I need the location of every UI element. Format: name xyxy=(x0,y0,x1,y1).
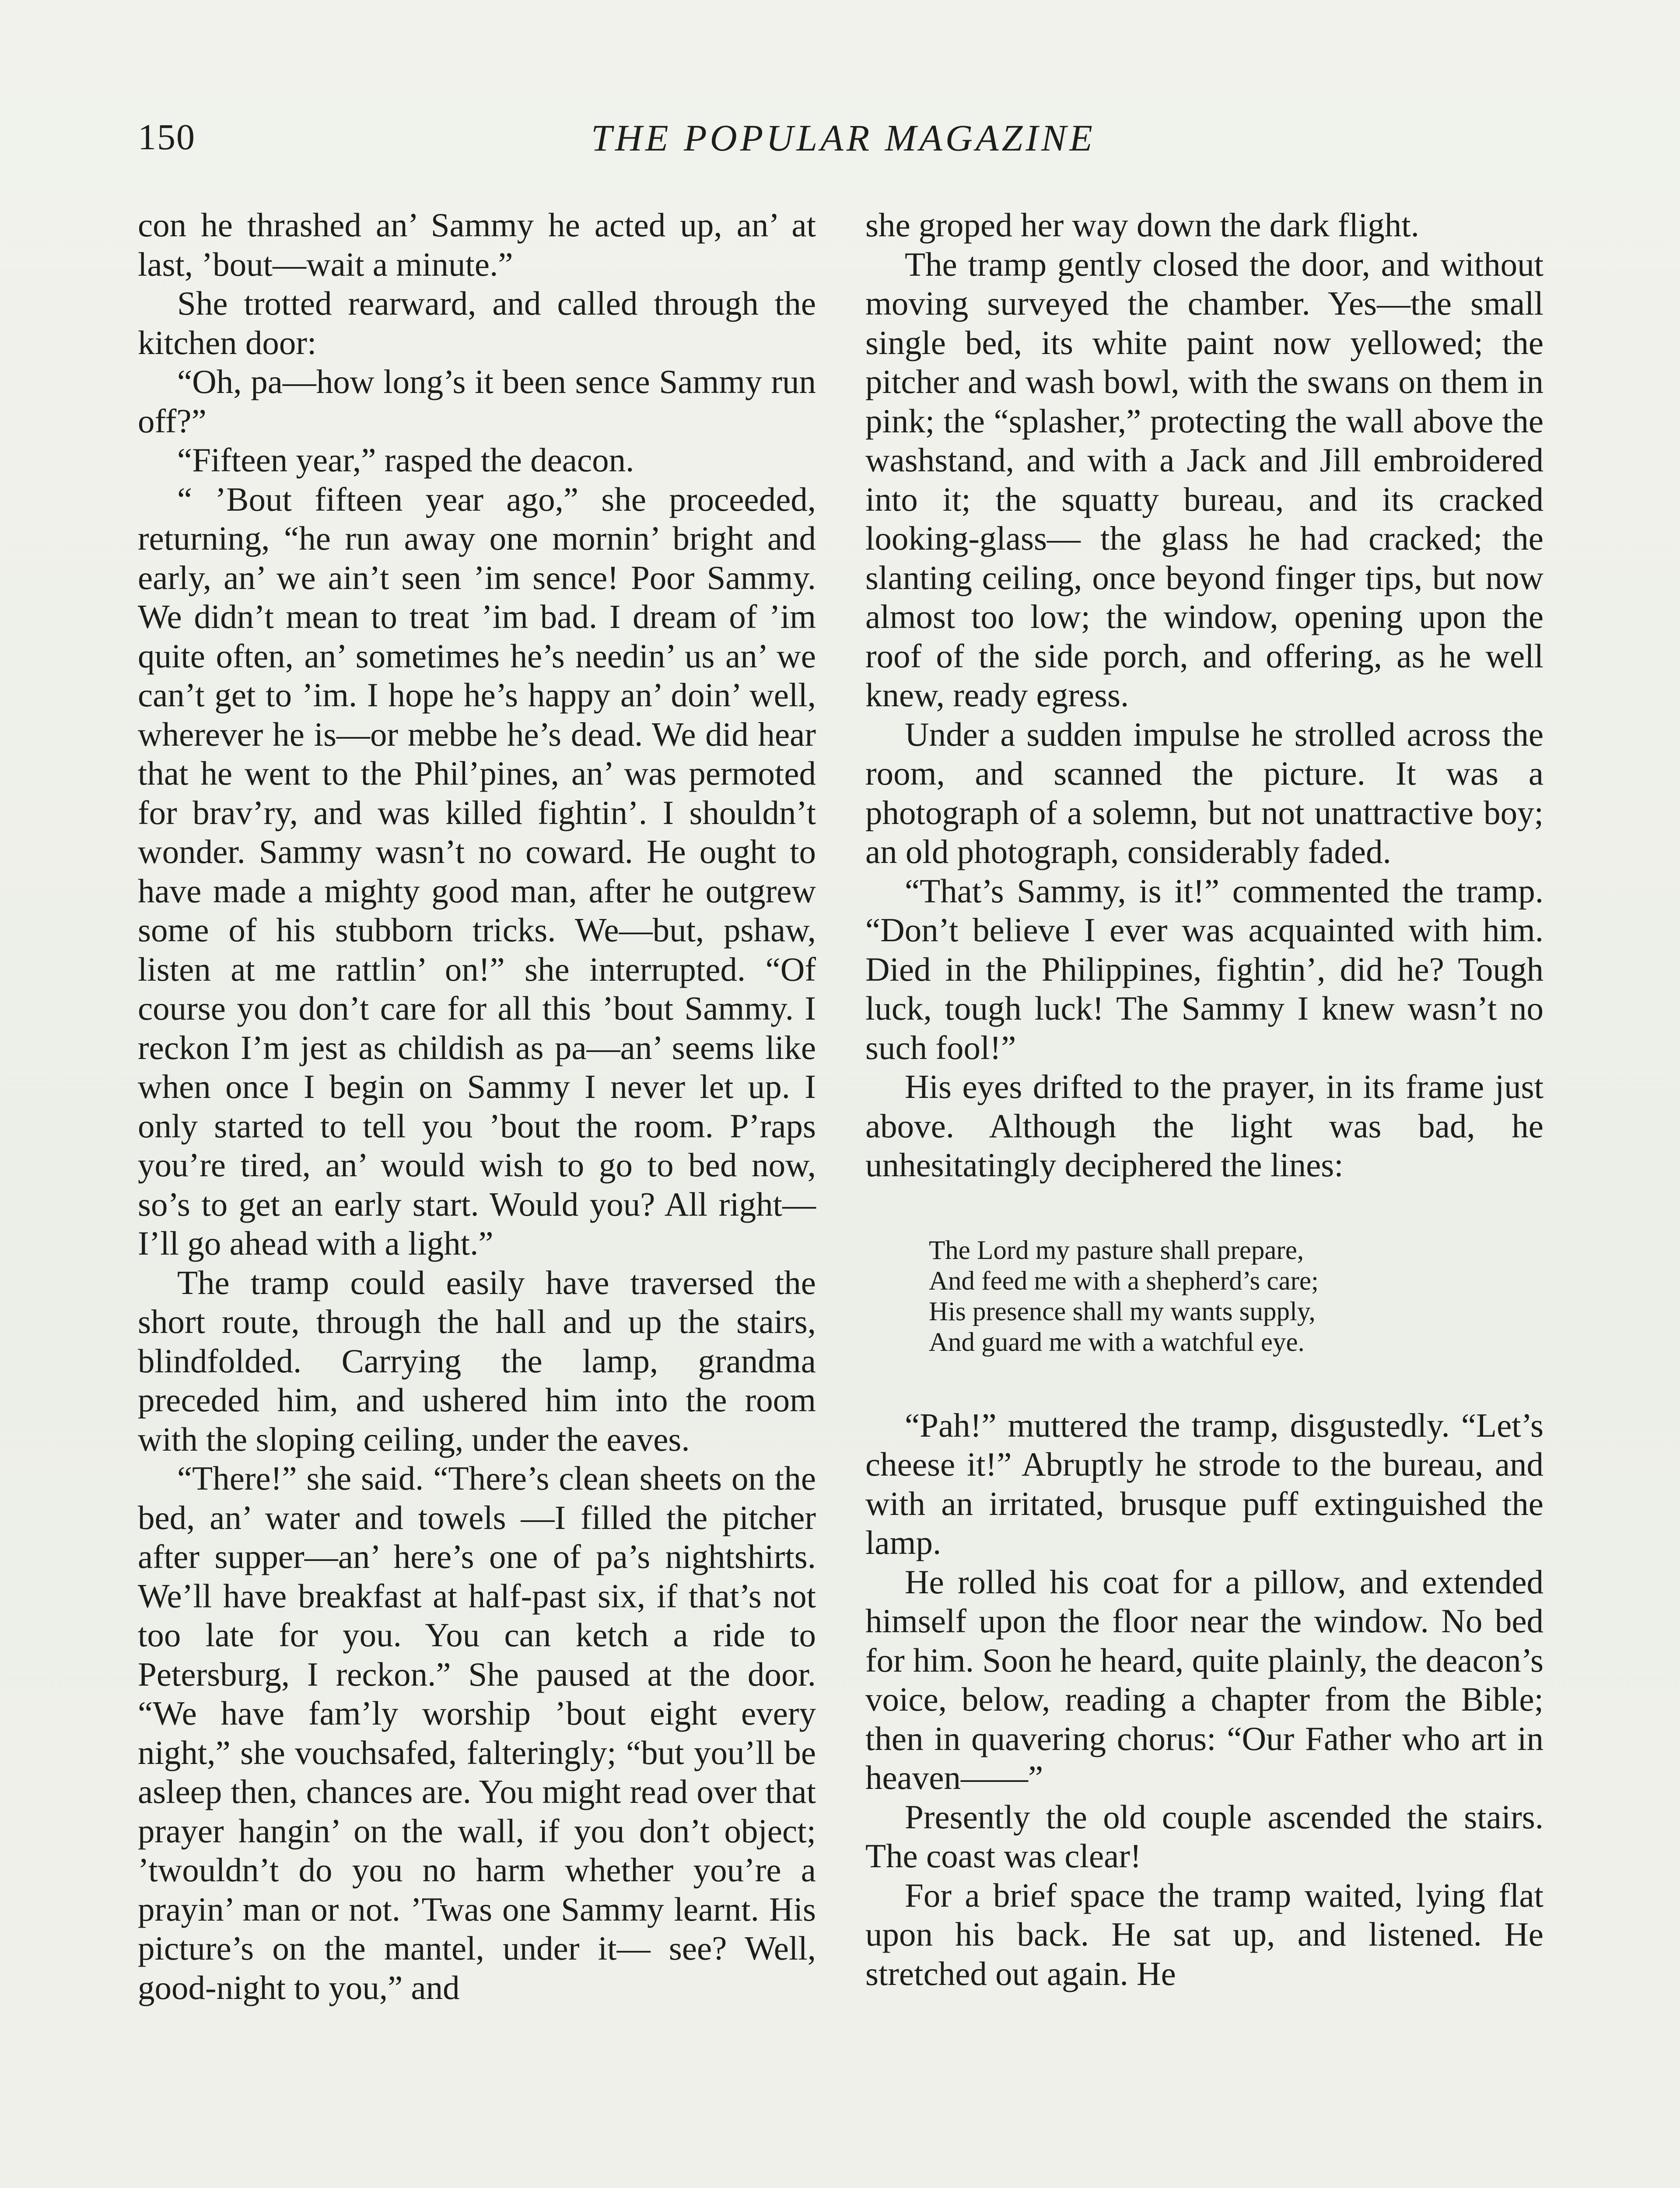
paragraph: “That’s Sammy, is it!” commented the tramp. “Don’t believe I ever was acquainted with him. Died in the Philippines, fightin’, did he? Tough luck, tough luck! The Sammy I knew wasn’t no such fool!” xyxy=(865,872,1544,1066)
paragraph: Under a sudden impulse he strolled across the room, and scanned the picture. It was a photograph of a solemn, but not unattractive boy; an old photograph, considerably faded. xyxy=(865,715,1544,870)
paragraph: His eyes drifted to the prayer, in its frame just above. Although the light was bad, he unhesitatingly deciphered the lines: xyxy=(865,1068,1544,1184)
paragraph: For a brief space the tramp waited, lying flat upon his back. He sat up, and listened. He stretched out again. He xyxy=(865,1876,1544,1992)
paragraph: “Pah!” muttered the tramp, disgustedly. “Let’s cheese it!” Abruptly he strode to the bureau, and with an irritated, brusque puff extinguished the lamp. xyxy=(865,1406,1544,1561)
left-column xyxy=(138,206,816,2007)
running-head: THE POPULAR MAGAZINE xyxy=(591,117,1096,159)
page-number: 150 xyxy=(138,117,196,158)
paragraph: He rolled his coat for a pillow, and extended himself upon the floor near the window. No bed for him. Soon he heard, quite plainly, the deacon’s voice, below, reading a chapter from the Bible; then in quavering chorus: “Our Father who art in heaven——” xyxy=(865,1563,1544,1796)
paragraph: The tramp gently closed the door, and without moving surveyed the chamber. Yes—the small single bed, its white paint now yellowed; the pitcher and wash bowl, with the swans on them in pink; the “splasher,” protecting the wall above the washstand, and with a Jack and Jill embroidered into it; the squatty bureau, and its cracked looking-glass— the glass he had cracked; the slanting ceiling, once beyond finger tips, but now almost too low; the window, opening upon the roof of the side porch, and offering, as he well knew, ready egress. xyxy=(865,245,1544,714)
right-column xyxy=(865,206,1544,1993)
verse-line: And feed me with a shepherd’s care; xyxy=(929,1266,1319,1296)
paragraph: She trotted rearward, and called through the kitchen door: xyxy=(138,284,816,361)
paragraph: “Fifteen year,” rasped the deacon. xyxy=(177,441,634,479)
verse-line: The Lord my pasture shall prepare, xyxy=(929,1235,1304,1265)
paragraph: con he thrashed an’ Sammy he acted up, an’ at last, ’bout—wait a minute.” xyxy=(138,206,816,283)
paragraph: Presently the old couple ascended the stairs. The coast was clear! xyxy=(865,1798,1544,1875)
verse-line: And guard me with a watchful eye. xyxy=(929,1327,1305,1357)
paragraph: The tramp could easily have traversed the short route, through the hall and up the stairs, blindfolded. Carrying the lamp, grandma preceded him, and ushered him into the room with the sloping ceiling, under the eaves. xyxy=(138,1263,816,1458)
paragraph: she groped her way down the dark flight. xyxy=(865,206,1419,244)
verse-line: His presence shall my wants supply, xyxy=(929,1297,1316,1326)
prayer-verse xyxy=(929,1235,1544,1358)
paragraph: “Oh, pa—how long’s it been sence Sammy run off?” xyxy=(138,363,816,440)
paragraph: “There!” she said. “There’s clean sheets on the bed, an’ water and towels —I filled the pitcher after supper—an’ here’s one of pa’s nightshirts. We’ll have breakfast at half-past six, if that’s not too late for you. You can ketch a ride to Petersburg, I reckon.” She paused at the door. “We have fam’ly worship ’bout eight every night,” she vouchsafed, falteringly; “but you’ll be asleep then, chances are. You might read over that prayer hangin’ on the wall, if you don’t object; ’twouldn’t do you no harm whether you’re a prayin’ man or not. ’Twas one Sammy learnt. His picture’s on the mantel, under it— see? Well, good-night to you,” and xyxy=(138,1459,816,2006)
page-header xyxy=(138,116,1549,177)
paragraph: “ ’Bout fifteen year ago,” she proceeded, returning, “he run away one mornin’ bright and early, an’ we ain’t seen ’im sence! Poor Sammy. We didn’t mean to treat ’im bad. I dream of ’im quite often, an’ sometimes he’s needin’ us an’ we can’t get to ’im. I hope he’s happy an’ doin’ well, wherever he is—or mebbe he’s dead. We did hear that he went to the Phil’pines, an’ was permoted for brav’ry, and was killed fightin’. I shouldn’t wonder. Sammy wasn’t no coward. He ought to have made a mighty good man, after he outgrew some of his stubborn tricks. We—but, pshaw, listen at me rattlin’ on!” she interrupted. “Of course you don’t care for all this ’bout Sammy. I reckon I’m jest as childish as pa—an’ seems like when once I begin on Sammy I never let up. I only started to tell you ’bout the room. P’raps you’re tired, an’ would wish to go to bed now, so’s to get an early start. Would you? All right—I’ll go ahead with a light.” xyxy=(138,480,816,1262)
